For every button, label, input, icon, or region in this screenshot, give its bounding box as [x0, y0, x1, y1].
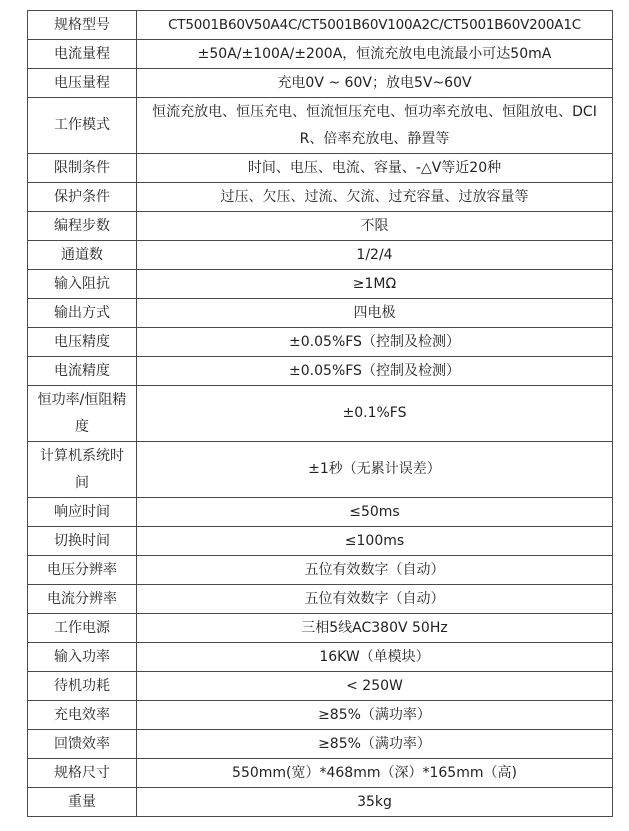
row-label: 通道数 — [28, 241, 137, 270]
row-label: 切换时间 — [28, 527, 137, 556]
row-label: 待机功耗 — [28, 672, 137, 701]
row-value: ≥85%（满功率） — [137, 730, 613, 759]
row-label: 输出方式 — [28, 299, 137, 328]
table-row — [28, 212, 613, 241]
row-value: 35kg — [137, 788, 613, 817]
row-value: ≤50ms — [137, 498, 613, 527]
row-label: 保护条件 — [28, 183, 137, 212]
row-value: 四电极 — [137, 299, 613, 328]
row-label: 恒功率/恒阻精度 — [28, 386, 137, 442]
row-value: 过压、欠压、过流、欠流、过充容量、过放容量等 — [137, 183, 613, 212]
row-label: 计算机系统时间 — [28, 442, 137, 498]
row-value: ≥1MΩ — [137, 270, 613, 299]
row-label: 规格尺寸 — [28, 759, 137, 788]
table-row — [28, 701, 613, 730]
table-row — [28, 386, 613, 442]
table-row — [28, 730, 613, 759]
row-label: 编程步数 — [28, 212, 137, 241]
row-value: 1/2/4 — [137, 241, 613, 270]
table-row — [28, 270, 613, 299]
row-label: 电压量程 — [28, 69, 137, 98]
row-label: 充电效率 — [28, 701, 137, 730]
table-row — [28, 299, 613, 328]
row-value: ±0.1%FS — [137, 386, 613, 442]
table-row — [28, 69, 613, 98]
table-row — [28, 11, 613, 40]
row-value: 恒流充放电、恒压充电、恒流恒压充电、恒功率充放电、恒阻放电、DCIR、倍率充放电、静置等 — [137, 98, 613, 154]
row-value: 时间、电压、电流、容量、-△V等近20种 — [137, 154, 613, 183]
row-value: 五位有效数字（自动） — [137, 585, 613, 614]
row-value: < 250W — [137, 672, 613, 701]
row-label: 输入阻抗 — [28, 270, 137, 299]
row-value: 三相5线AC380V 50Hz — [137, 614, 613, 643]
row-label: 输入功率 — [28, 643, 137, 672]
table-row — [28, 788, 613, 817]
table-row — [28, 241, 613, 270]
row-value: 充电0V ~ 60V；放电5V~60V — [137, 69, 613, 98]
table-row — [28, 527, 613, 556]
table-row — [28, 643, 613, 672]
table-row — [28, 154, 613, 183]
row-label: 电压分辨率 — [28, 556, 137, 585]
table-row — [28, 759, 613, 788]
table-row — [28, 40, 613, 69]
row-label: 响应时间 — [28, 498, 137, 527]
row-label: 电压精度 — [28, 328, 137, 357]
row-label: 限制条件 — [28, 154, 137, 183]
table-row — [28, 498, 613, 527]
row-value: ±0.05%FS（控制及检测） — [137, 357, 613, 386]
row-value: ±1秒（无累计误差） — [137, 442, 613, 498]
row-label: 回馈效率 — [28, 730, 137, 759]
row-value: 16KW（单模块） — [137, 643, 613, 672]
row-value: ±0.05%FS（控制及检测） — [137, 328, 613, 357]
row-label: 电流量程 — [28, 40, 137, 69]
table-row — [28, 183, 613, 212]
row-value: ≥85%（满功率） — [137, 701, 613, 730]
table-row — [28, 357, 613, 386]
table-row — [28, 556, 613, 585]
row-label: 重量 — [28, 788, 137, 817]
row-label: 规格型号 — [28, 11, 137, 40]
table-row — [28, 98, 613, 154]
table-row — [28, 585, 613, 614]
row-label: 工作模式 — [28, 98, 137, 154]
table-row — [28, 442, 613, 498]
row-label: 电流分辨率 — [28, 585, 137, 614]
row-value: ±50A/±100A/±200A，恒流充放电电流最小可达50mA — [137, 40, 613, 69]
table-row — [28, 614, 613, 643]
table-row — [28, 672, 613, 701]
row-label: 电流精度 — [28, 357, 137, 386]
row-label: 工作电源 — [28, 614, 137, 643]
row-value: 不限 — [137, 212, 613, 241]
row-value: CT5001B60V50A4C/CT5001B60V100A2C/CT5001B60V200A1C — [137, 11, 613, 40]
table-row — [28, 328, 613, 357]
row-value: ≤100ms — [137, 527, 613, 556]
spec-table — [27, 10, 613, 817]
row-value: 五位有效数字（自动） — [137, 556, 613, 585]
row-value: 550mm(宽）*468mm（深）*165mm（高) — [137, 759, 613, 788]
